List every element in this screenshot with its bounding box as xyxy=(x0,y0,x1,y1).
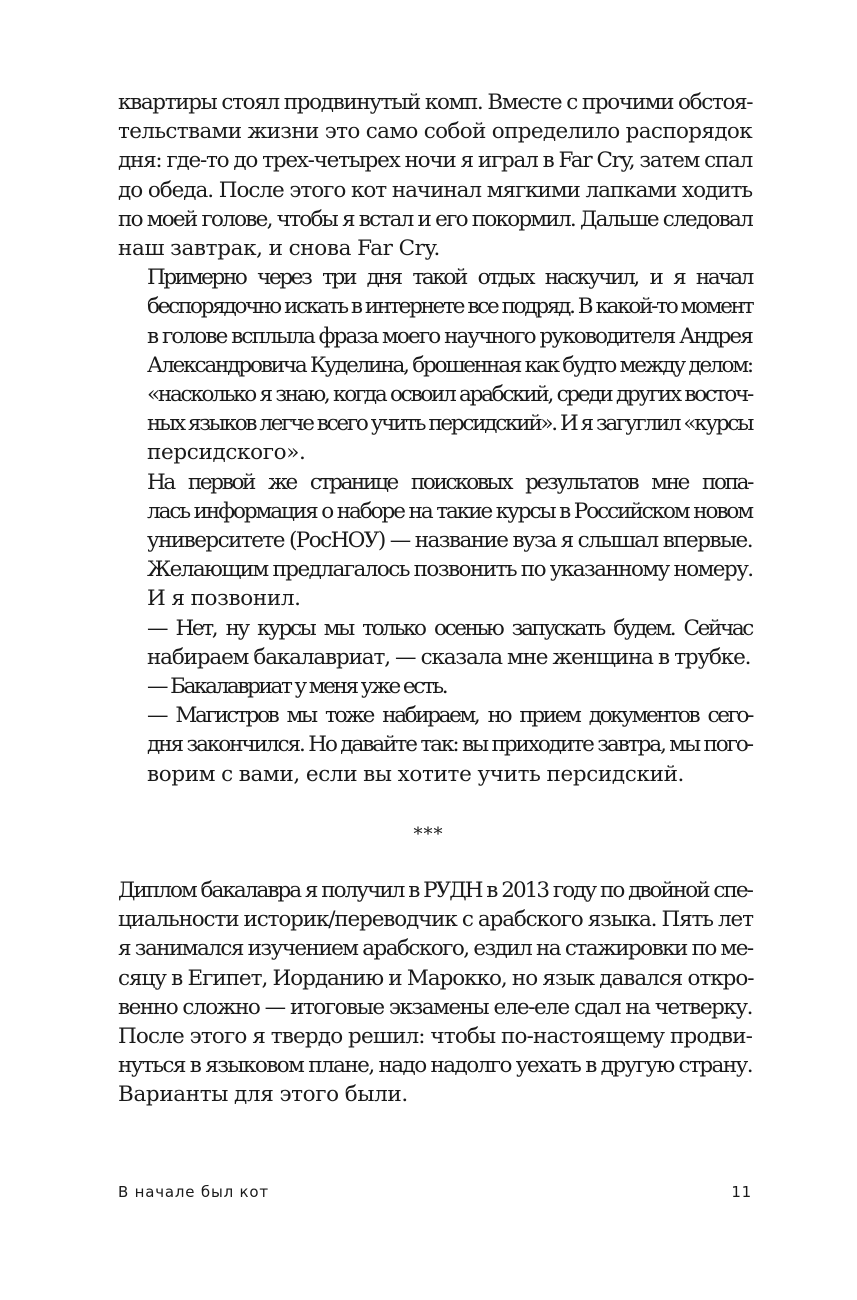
paragraph xyxy=(118,701,752,789)
body-text-before-break xyxy=(118,88,752,789)
text-line: — Нет, ну курсы мы только осенью запускать будем. Сейчас xyxy=(147,615,752,641)
text-line: квартиры стоял продвинутый комп. Вместе с прочими обстоя- xyxy=(118,90,753,115)
text-line: я занимался изучением арабского, ездил на стажировки по ме- xyxy=(118,936,753,962)
text-line: наш завтрак, и снова Far Cry. xyxy=(118,236,441,262)
paragraph xyxy=(118,263,752,467)
text-line: по моей голове, чтобы я встал и его покормил. Дальше следовал xyxy=(118,206,752,232)
paragraph xyxy=(118,614,752,672)
text-line: дня: где-то до трех-четырех ночи я играл в Far Cry, затем спал xyxy=(118,148,752,174)
text-line: до обеда. После этого кот начинал мягкими лапками ходить xyxy=(118,177,752,203)
text-line: — Магистров мы тоже набираем, но прием документов сего- xyxy=(147,703,752,729)
paragraph xyxy=(118,876,752,1110)
text-line: И я позвонил. xyxy=(147,586,301,612)
paragraph xyxy=(118,468,752,614)
text-line: сяцу в Египет, Иорданию и Марокко, но язык давался откро- xyxy=(118,965,754,991)
text-line: ворим с вами, если вы хотите учить персидский. xyxy=(147,761,685,787)
text-line: На первой же странице поисковых результатов мне попа- xyxy=(147,469,752,495)
text-line: тельствами жизни это само собой определило распорядок xyxy=(118,119,752,145)
text-line: Желающим предлагалось позвонить по указанному номеру. xyxy=(147,557,753,583)
text-line: нуться в языковом плане, надо надолго уехать в другую страну. xyxy=(118,1053,752,1079)
text-line: университете (РосНОУ) — название вуза я слышал впервые. xyxy=(147,528,752,554)
text-line: Варианты для этого были. xyxy=(118,1082,408,1108)
text-line: Александровича Куделина, брошенная как будто между делом: xyxy=(147,352,752,378)
section-break: *** xyxy=(413,824,444,845)
text-line: «насколько я знаю, когда освоил арабский, среди других восточ- xyxy=(147,382,752,408)
text-line: циальности историк/переводчик с арабского языка. Пять лет xyxy=(118,907,753,933)
text-line: беспорядочно искать в интернете все подряд. В какой-то момент xyxy=(147,294,753,320)
body-text-after-break xyxy=(118,876,752,1110)
text-line: После этого я твердо решил: чтобы по-настоящему продви- xyxy=(118,1024,752,1050)
text-line: Примерно через три дня такой отдых наскучил, и я начал xyxy=(147,265,752,291)
text-line: персидского». xyxy=(147,440,306,466)
page-footer xyxy=(118,1180,752,1204)
text-line: лась информация о наборе на такие курсы в Российском новом xyxy=(147,498,752,524)
text-line: ных языков легче всего учить персидский». И я загуглил «курсы xyxy=(147,411,753,437)
text-line: набираем бакалавриат, — сказала мне женщина в трубке. xyxy=(147,644,751,670)
text-line: Диплом бакалавра я получил в РУДН в 2013 году по двойной спе- xyxy=(118,878,752,903)
paragraph xyxy=(118,672,752,701)
paragraph xyxy=(118,88,752,263)
running-title: В начале был кот xyxy=(118,1183,269,1201)
text-line: венно сложно — итоговые экзамены еле-еле сдал на четверку. xyxy=(118,994,752,1020)
text-line: — Бакалавриат у меня уже есть. xyxy=(147,674,447,700)
text-line: в голове всплыла фраза моего научного руководителя Андрея xyxy=(147,323,752,349)
page-number: 11 xyxy=(731,1183,752,1201)
text-line: дня закончился. Но давайте так: вы приходите завтра, мы пого- xyxy=(147,732,752,758)
